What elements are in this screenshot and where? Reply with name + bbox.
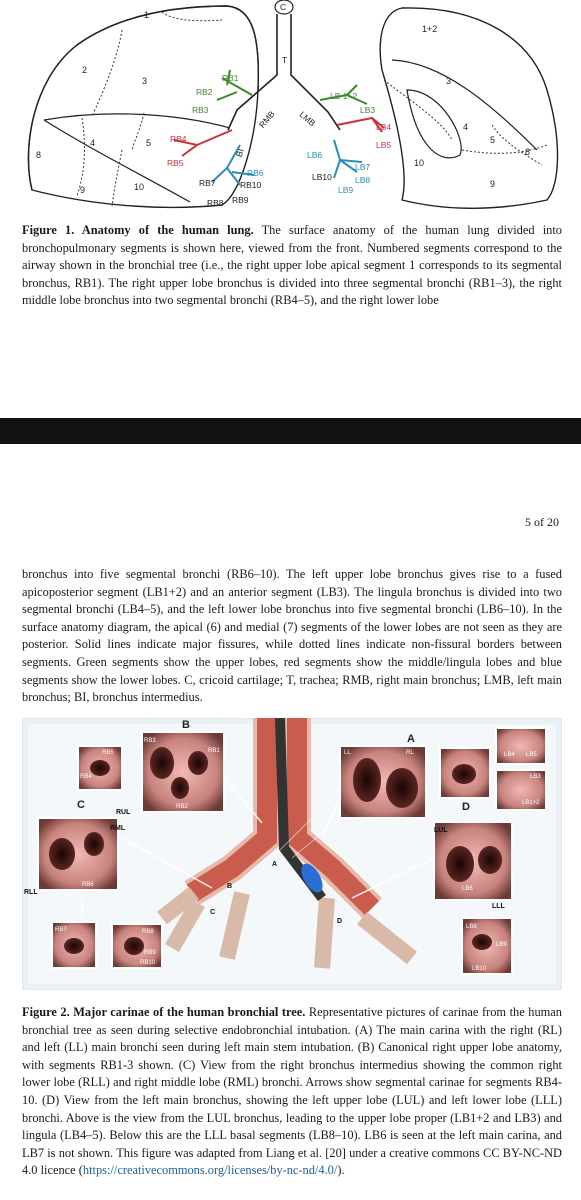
label-lb8: LB8 bbox=[355, 175, 371, 185]
fig2-airway-c: C bbox=[210, 909, 216, 916]
label-lb9: LB9 bbox=[338, 185, 354, 195]
label-lb4-photo: LB4 bbox=[504, 752, 515, 758]
lung-seg-r4: 4 bbox=[463, 122, 469, 132]
label-rb7: RB7 bbox=[199, 178, 216, 188]
label-lb10-photo: LB10 bbox=[472, 966, 487, 972]
label-rb3: RB3 bbox=[192, 105, 209, 115]
label-rb6-photo: RB6 bbox=[82, 882, 94, 888]
figure2-caption-text: Representative pictures of carinae from the human bronchial tree as seen during selective endobronchial intubation. (A) The main carina with the right (RL) and left (LL) main bronchi seen during left main stem intubation. (B) Canonical right upper lobe anatomy, with segments RB1-3 shown. (C) View from the right bronchus intermedius showing the common right lower lobe (RLL) and right middle lobe (RML) bronchi. Arrows show segmental carinae for segments RB4-10. (D) View from the left main bronchus, showing the left upper lobe (LUL) and left lower lobe (LLL) bronchi. Above is the view from the LUL bronchus, leading to the upper lobe proper (LB1+2 and LB3) and lingula (LB4–5). Below this are the LLL basal segments (LB8–10). LB6 is seen at the left main carina, and LB7 is not shown. This figure was adapted from Liang et al. [20] under a creative commons CC BY-NC-ND 4.0 licence ( bbox=[22, 1005, 562, 1178]
lung-seg-r3: 3 bbox=[446, 76, 452, 86]
label-lll: LLL bbox=[492, 903, 505, 910]
fig2-panel-a: A bbox=[407, 733, 415, 745]
lung-seg-r5: 5 bbox=[490, 135, 496, 145]
label-rml: RML bbox=[110, 825, 126, 832]
lung-seg-l1: 1 bbox=[144, 10, 150, 20]
page-top bbox=[0, 0, 581, 418]
label-lb3-photo: LB3 bbox=[530, 774, 541, 780]
label-rb1-photo: RB1 bbox=[208, 748, 220, 754]
label-rb9: RB9 bbox=[232, 195, 249, 205]
fig2-airway-b: B bbox=[227, 883, 233, 890]
lung-seg-l4: 4 bbox=[90, 138, 96, 148]
figure2-bronchial-tree bbox=[22, 718, 562, 990]
licence-link[interactable]: https://creativecommons.org/licenses/by-nc-nd/4.0/ bbox=[82, 1163, 338, 1178]
label-lmb: LMB bbox=[297, 109, 318, 129]
lung-seg-r9: 9 bbox=[490, 179, 496, 189]
label-rb6: RB6 bbox=[247, 168, 264, 178]
label-rmb: RMB bbox=[256, 108, 277, 130]
label-rl: RL bbox=[406, 750, 414, 756]
fig2-photo-a bbox=[340, 746, 426, 818]
lung-seg-r10: 10 bbox=[414, 158, 425, 168]
label-bi: BI bbox=[233, 147, 246, 159]
label-lb8-photo: LB8 bbox=[466, 924, 477, 930]
lung-seg-r8: 8 bbox=[525, 147, 531, 157]
lung-seg-l3: 3 bbox=[142, 76, 148, 86]
figure2-caption-title: Figure 2. Major carinae of the human bronchial tree. bbox=[22, 1005, 306, 1019]
figure1-caption bbox=[22, 222, 562, 310]
label-rb5: RB5 bbox=[167, 158, 184, 168]
label-rb3-photo: RB3 bbox=[144, 738, 156, 744]
figure2-caption-end: ). bbox=[337, 1163, 345, 1178]
label-rb2-photo: RB2 bbox=[176, 804, 188, 810]
page-divider bbox=[0, 418, 581, 444]
label-lb12: LB 1+2 bbox=[330, 91, 358, 101]
label-rb8: RB8 bbox=[207, 198, 224, 208]
lung-seg-l10: 10 bbox=[134, 182, 145, 192]
label-lb10: LB10 bbox=[312, 172, 332, 182]
label-rb4: RB4 bbox=[170, 134, 187, 144]
lung-seg-l8: 8 bbox=[36, 150, 42, 160]
label-lul: LUL bbox=[434, 827, 448, 834]
label-rb10-photo: RB10 bbox=[140, 960, 156, 966]
figure1-lung-diagram bbox=[22, 0, 562, 215]
label-rb8-photo: RB8 bbox=[142, 929, 154, 935]
figure1-caption-title: Figure 1. Anatomy of the human lung. bbox=[22, 223, 254, 237]
label-lb3: LB3 bbox=[360, 105, 376, 115]
label-lb12-photo: LB1+2 bbox=[522, 800, 540, 806]
fig2-airway-a: A bbox=[272, 861, 278, 868]
fig2-panel-d: D bbox=[462, 801, 470, 813]
lung-seg-l2: 2 bbox=[82, 65, 88, 75]
label-rb2: RB2 bbox=[196, 87, 213, 97]
figure2-caption bbox=[22, 1004, 562, 1180]
label-cricoid: C bbox=[280, 2, 287, 12]
label-lb5-photo: LB5 bbox=[526, 752, 537, 758]
label-rb7-photo: RB7 bbox=[55, 927, 67, 933]
body-paragraph: bronchus into five segmental bronchi (RB6–10). The left upper lobe bronchus gives rise to a fused apicoposterior segment (LB1+2) and an anterior segment (LB3). The lingula bronchus is divided into two segmental bronchi (LB4–5), and the left lower lobe bronchus into five segmental bronchi (LB6–10). In the surface anatomy diagram, the apical (6) and medial (7) segments of the lower lobes are not seen as they are posterior. Solid lines indicate major fissures, while dotted lines indicate non-fissural borders between segments. Green segments show the upper lobes, red segments show the middle/lingula lobes and blue segments show the lower lobes. C, cricoid cartilage; T, trachea; RMB, right main bronchus; LMB, left main bronchus; BI, bronchus intermedius. bbox=[22, 567, 562, 705]
label-rb10: RB10 bbox=[240, 180, 262, 190]
label-lb6: LB6 bbox=[307, 150, 323, 160]
fig2-airway-d: D bbox=[337, 918, 343, 925]
label-rb1: RB1 bbox=[222, 73, 239, 83]
fig2-panel-c: C bbox=[77, 799, 85, 811]
label-rll: RLL bbox=[24, 889, 38, 896]
page-number: 5 of 20 bbox=[525, 515, 559, 529]
label-rb9-photo: RB9 bbox=[144, 950, 156, 956]
label-lb9-photo: LB9 bbox=[496, 942, 507, 948]
label-lb5: LB5 bbox=[376, 140, 392, 150]
label-lb4: LB4 bbox=[376, 122, 392, 132]
fig2-panel-b: B bbox=[182, 719, 190, 731]
label-rul: RUL bbox=[116, 809, 131, 816]
label-lb6-photo: LB6 bbox=[462, 886, 473, 892]
figure1-caption-text: The surface anatomy of the human lung divided into bronchopulmonary segments is shown here, viewed from the front. Numbered segments correspond to the airway shown in the bronchial tree (i.e., the right upper lobe apical segment 1 corresponds to its segmental bronchus, RB1). The right upper lobe bronchus is divided into three segmental bronchi (RB1–3), the right middle lobe bronchus into two segmental bronchi (RB4–5), and the right lower lobe bbox=[22, 223, 562, 308]
label-ll: LL bbox=[344, 750, 351, 756]
label-rb5-photo: RB5 bbox=[102, 750, 114, 756]
lung-seg-l9: 9 bbox=[80, 185, 86, 195]
label-trachea: T bbox=[282, 55, 288, 65]
lung-seg-l5: 5 bbox=[146, 138, 152, 148]
label-rb4-photo: RB4 bbox=[80, 774, 92, 780]
lung-seg-r12: 1+2 bbox=[422, 24, 438, 34]
label-lb7: LB7 bbox=[355, 162, 371, 172]
